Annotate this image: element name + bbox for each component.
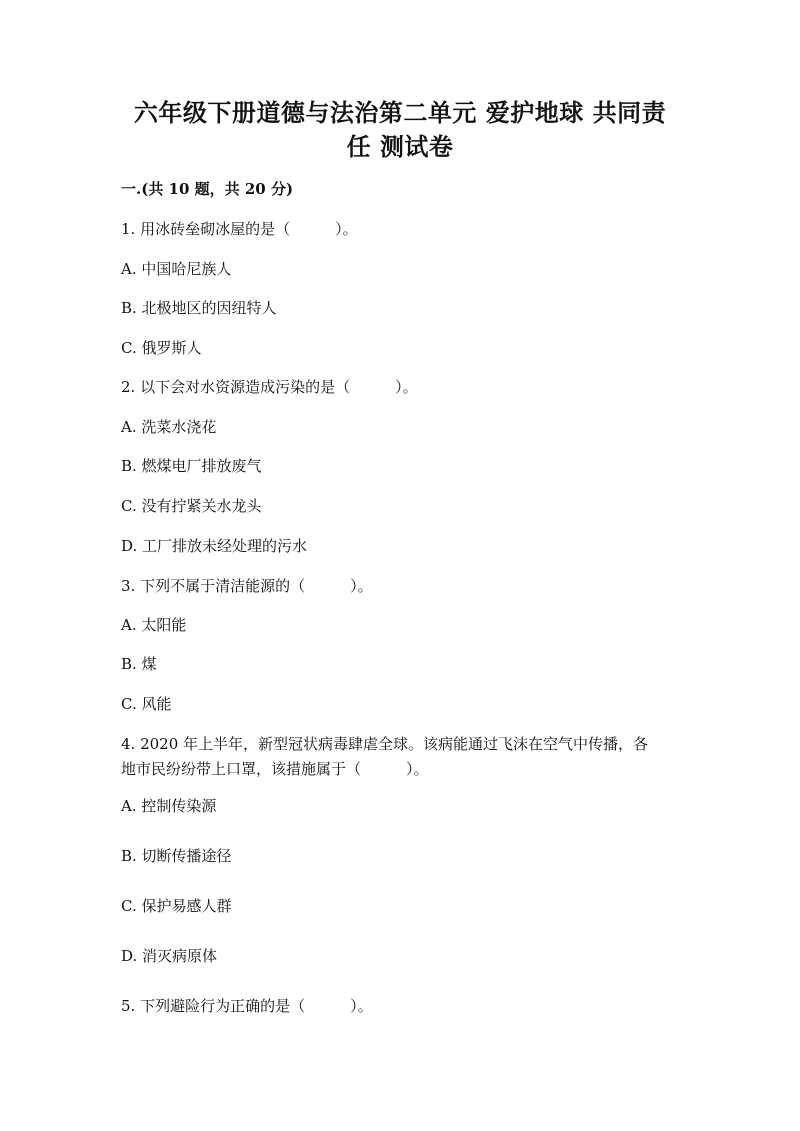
question-3-stem: 3. 下列不属于清洁能源的（ ）。: [121, 577, 373, 595]
question-5-stem: 5. 下列避险行为正确的是（ ）。: [121, 997, 373, 1015]
question-4-option-b: B. 切断传播途径: [121, 847, 232, 865]
question-1-option-a: A. 中国哈尼族人: [121, 260, 232, 278]
question-2-option-b: B. 燃煤电厂排放废气: [121, 457, 262, 475]
section-heading: 一.(共 10 题，共 20 分): [121, 180, 294, 198]
question-3-option-c: C. 风能: [121, 695, 172, 713]
question-3-option-b: B. 煤: [121, 655, 157, 673]
question-3-option-a: A. 太阳能: [121, 616, 187, 634]
exam-title-line-1: 六年级下册道德与法治第二单元 爱护地球 共同责: [133, 98, 667, 127]
question-4-stem-line-1: 4. 2020 年上半年，新型冠状病毒肆虐全球。该病能通过飞沫在空气中传播，各: [121, 735, 649, 753]
question-4-option-d: D. 消灭病原体: [121, 947, 218, 965]
exam-title-line-2: 任 测试卷: [346, 132, 454, 161]
question-2-option-d: D. 工厂排放未经处理的污水: [121, 537, 308, 555]
question-2-stem: 2. 以下会对水资源造成污染的是（ ）。: [121, 378, 418, 396]
question-4-option-a: A. 控制传染源: [121, 797, 217, 815]
question-4-stem-line-2: 地市民纷纷带上口罩，该措施属于（ ）。: [121, 760, 429, 778]
question-1-stem: 1. 用冰砖垒砌冰屋的是（ ）。: [121, 220, 358, 238]
question-1-option-b: B. 北极地区的因纽特人: [121, 299, 277, 317]
question-2-option-c: C. 没有拧紧关水龙头: [121, 497, 262, 515]
question-4-option-c: C. 保护易感人群: [121, 897, 232, 915]
question-2-option-a: A. 洗菜水浇花: [121, 418, 217, 436]
question-1-option-c: C. 俄罗斯人: [121, 339, 202, 357]
